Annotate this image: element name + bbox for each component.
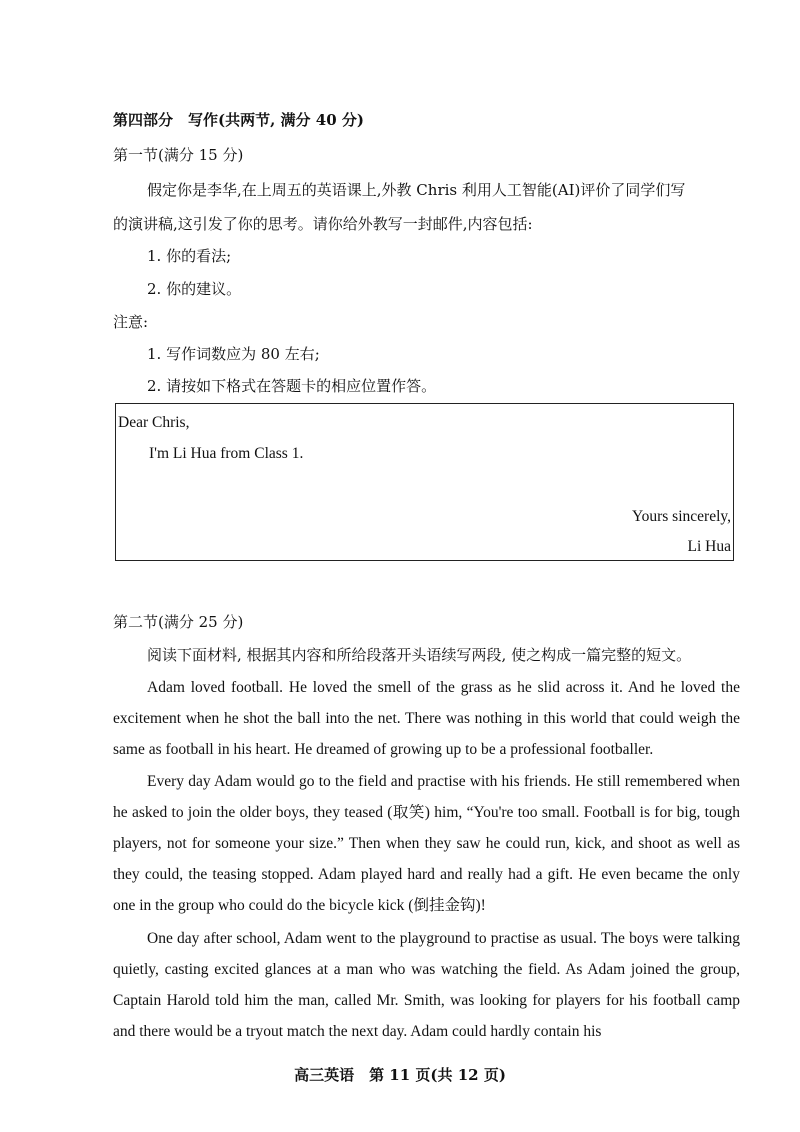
page-footer: 高三英语 第 11 页(共 12 页) [294,1066,506,1084]
task-text-line2: 的演讲稿,这引发了你的思考。请你给外教写一封邮件,内容包括: [113,215,533,233]
content-item-1: 1. 你的看法; [147,247,232,265]
section1-title: 第一节(满分 15 分) [113,146,244,164]
letter-closing: Yours sincerely, [631,508,731,525]
section2-title: 第二节(满分 25 分) [113,613,244,631]
letter-template-box [115,403,734,561]
section2-instruction: 阅读下面材料, 根据其内容和所给段落开头语续写两段, 使之构成一篇完整的短文。 [147,646,692,664]
letter-opening: I'm Li Hua from Class 1. [149,445,304,462]
content-item-2: 2. 你的建议。 [147,280,242,298]
part-heading: 第四部分 写作(共两节, 满分 40 分) [113,111,364,129]
story-paragraph-1: Adam loved football. He loved the smell of the grass as he slid across it. And he loved the excitement when he shot the ball into the net. There was nothing in this world that could weigh the same as football in his heart. He dreamed of growing up to be a professional footballer. [113,679,740,758]
story-paragraph-2: Every day Adam would go to the field and practise with his friends. He still remembered when he asked to join the older boys, they teased (取笑) him, “You're too small. Football is for big, tough players, not for someone your size.” Then when they saw he could run, kick, and shoot as well as they could, the teasing stopped. Adam played hard and really had a gift. He even became the only one in the group who could do the bicycle kick (倒挂金钩)! [113,773,740,914]
notes-label: 注意: [113,313,149,331]
letter-greeting: Dear Chris, [118,414,190,431]
note-2: 2. 请按如下格式在答题卡的相应位置作答。 [147,377,437,395]
task-text-line1: 假定你是李华,在上周五的英语课上,外教 Chris 利用人工智能(AI)评价了同学们写 [147,181,686,199]
note-1: 1. 写作词数应为 80 左右; [147,345,320,363]
story-paragraph-3: One day after school, Adam went to the playground to practise as usual. The boys were talking quietly, casting excited glances at a man who was watching the field. As Adam joined the group, Captain Harold told him the man, called Mr. Smith, was looking for players for his football camp and there would be a tryout match the next day. Adam could hardly contain his [113,930,740,1040]
letter-signature: Li Hua [687,538,731,555]
